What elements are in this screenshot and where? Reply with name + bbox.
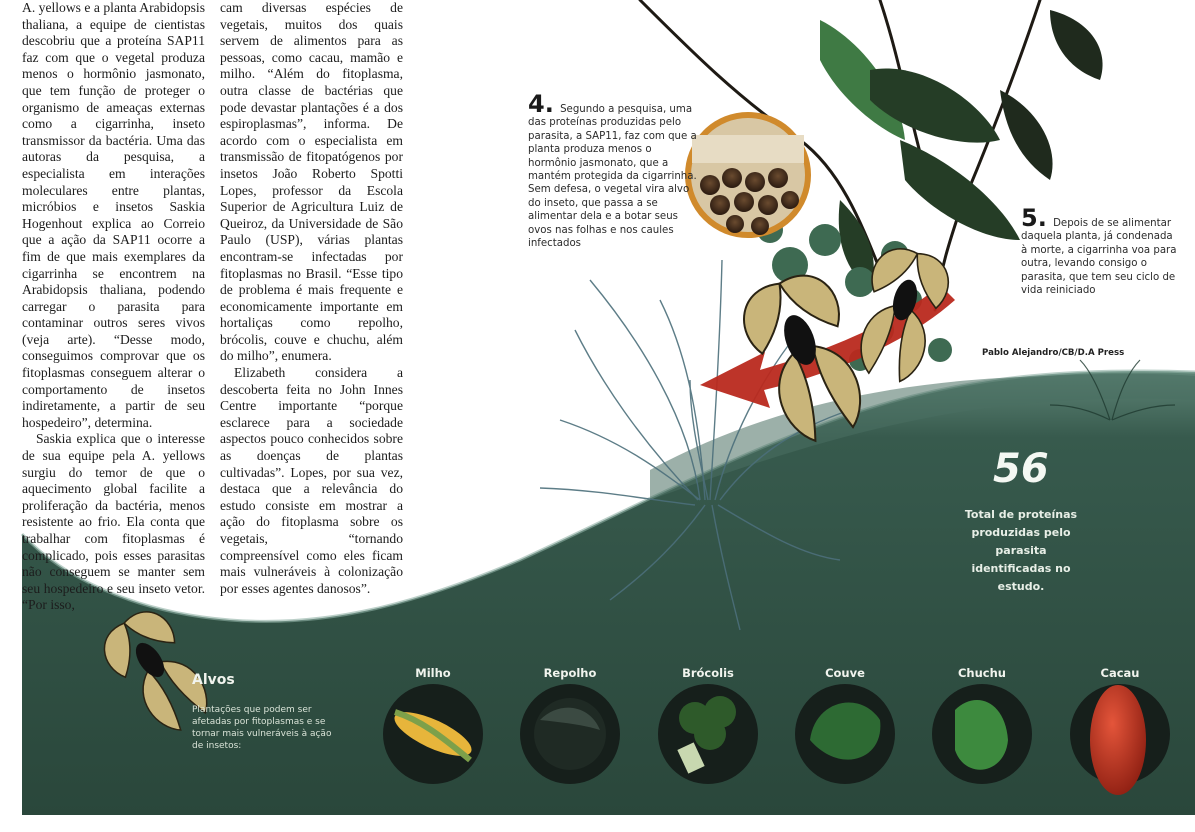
- step-4-text: Segundo a pesquisa, uma das proteínas produzidas pelo parasita, a SAP11, faz com que a planta produza menos o hormônio jasmonato, que a mantém protegida da cigarrinha. Sem defesa, o vegetal vira alvo do inseto, que passa a se alimentar dela e a botar seus ovos nas folhas e nos caules infectados: [528, 104, 697, 250]
- crop-label-repolho: Repolho: [543, 666, 597, 680]
- step-5-number: 5.: [1021, 204, 1047, 232]
- article-paragraph: Elizabeth considera a descoberta feita no John Innes Centre importante “porque esclarece para a sociedade aspectos pouco conhecidos sobre as doenças de plantas cultivadas”. Lopes, por sua vez, destaca que a relevância do estudo consiste em mostrar a ação do fitoplasma sobre os vegetais, “tornando compreensível como eles ficam mais vulneráveis à colonização por esses agentes danosos”.: [220, 365, 403, 596]
- article-column-2: [220, 0, 403, 597]
- crop-label-chuchu: Chuchu: [957, 666, 1006, 680]
- step-4-caption: [528, 90, 703, 250]
- stat-label: Total de proteínas produzidas pelo parasita identificadas no estudo.: [964, 508, 1078, 593]
- crop-icon-couve: [795, 684, 895, 784]
- step-4-number: 4.: [528, 90, 554, 118]
- crop-label-cacau: Cacau: [1100, 666, 1140, 680]
- crop-icon-chuchu: [932, 684, 1032, 784]
- step-5-text: Depois de se alimentar daquela planta, já condenada à morte, a cigarrinha voa para outra, levando consigo o parasita, que tem seu ciclo de vida reiniciado: [1021, 218, 1177, 297]
- stat-value: 56: [993, 446, 1049, 492]
- article-column-1: [22, 0, 205, 614]
- crop-icon-repolho: [520, 684, 620, 784]
- crop-icon-brocolis: [658, 684, 758, 784]
- alvos-title: Alvos: [192, 672, 235, 688]
- image-credit: Pablo Alejandro/CB/D.A Press: [982, 348, 1125, 358]
- crop-label-brocolis: Brócolis: [682, 666, 734, 680]
- alvos-description: Plantações que podem ser afetadas por fitoplasmas e se tornar mais vulneráveis à ação de insetos:: [192, 705, 332, 751]
- crop-icon-milho: [383, 684, 483, 784]
- article-paragraph: A. yellows e a planta Arabidopsis thaliana, a equipe de cientistas descobriu que a proteína SAP11 faz com que o vegetal produza menos o hormônio jasmonato, que tem função de proteger o organismo de ameaças externas como a cigarrinha, inseto transmissor da bactéria. Uma das autoras da pesquisa, a especialista em interações moleculares entre plantas, micróbios e insetos Saskia Hogenhout explica ao Correio que a ação da SAP11 ocorre a fim de que mais exemplares da cigarrinha se encontrem na Arabidopsis thaliana, podendo carregar o parasita para contaminar outros seres vivos (veja arte). “Desse modo, conseguimos comprovar que os fitoplasmas conseguem alterar o comportamento de insetos indiretamente, a partir de seu hospedeiro”, determina.: [22, 0, 205, 430]
- eggs-closeup: [688, 115, 808, 235]
- article-paragraph: cam diversas espécies de vegetais, muitos dos quais servem de alimentos para as pessoas, como cacau, mamão e milho. “Além do fitoplasma, outra classe de bactérias que pode devastar plantações é a dos espiroplasmas”, informa. De acordo com o especialista em transmissão de fitopatógenos por insetos João Roberto Spotti Lopes, professor da Escola Superior de Agricultura Luiz de Queiroz, da Universidade de São Paulo (USP), várias plantas encontram-se infectadas por fitoplasmas no Brasil. “Esse tipo de problema é mais frequente e economicamente importante em hortaliças como repolho, brócolis, couve e chuchu, além do milho”, enumera.: [220, 0, 403, 364]
- crop-label-couve: Couve: [825, 666, 865, 680]
- step-5-caption: [1021, 204, 1181, 297]
- article-paragraph: Saskia explica que o interesse de sua equipe pela A. yellows surgiu do temor de que o aquecimento global facilite a proliferação da bactéria, menos resistente ao frio. Ela conta que trabalhar com fitoplasmas é complicado, pois esses parasitas não conseguem se manter sem seu hospedeiro e seu inseto vetor. “Por isso,: [22, 431, 205, 613]
- crop-label-milho: Milho: [415, 666, 451, 680]
